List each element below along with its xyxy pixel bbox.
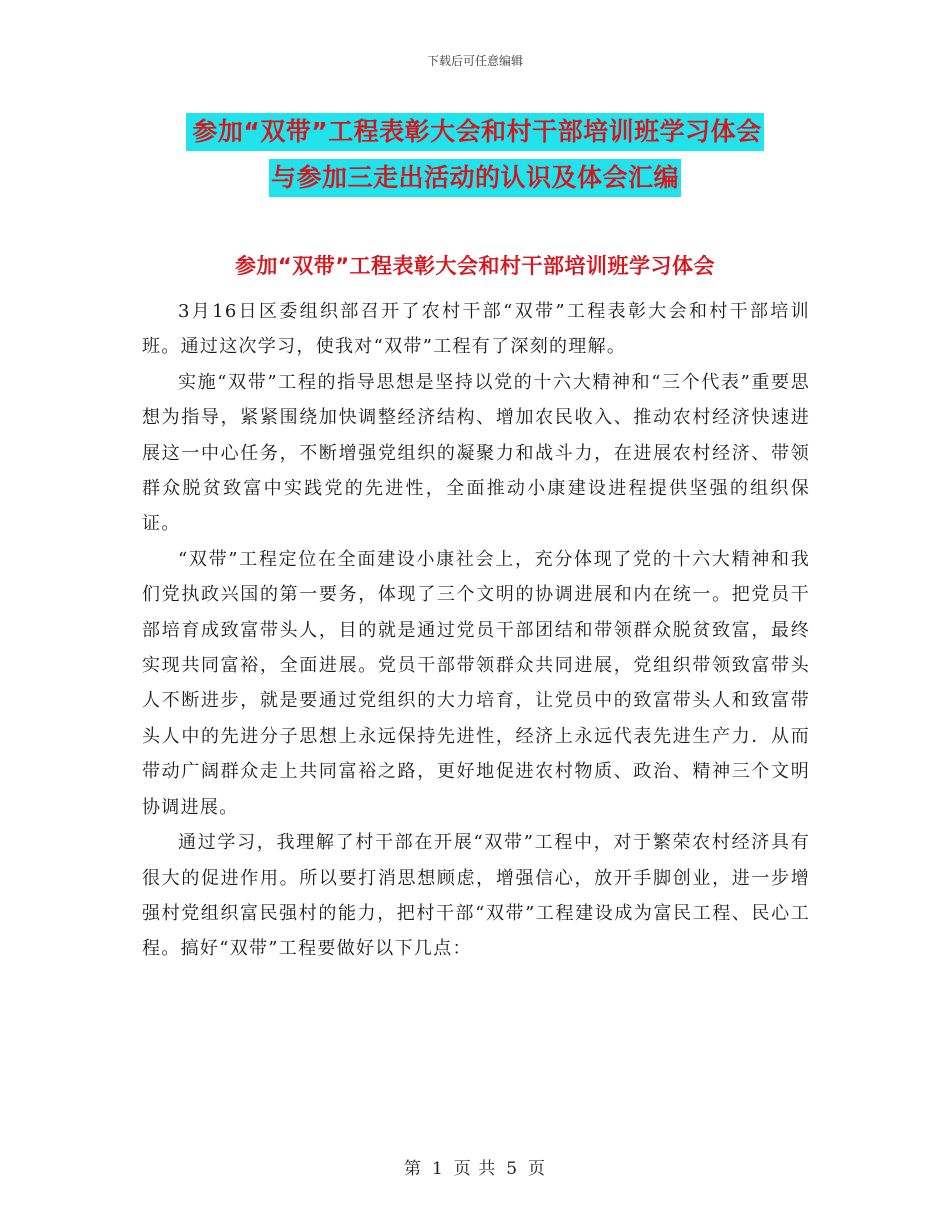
paragraph-2: 实施“双带”工程的指导思想是坚持以党的十六大精神和“三个代表”重要思想为指导，紧紧围绕加快调整经济结构、增加农民收入、推动农村经济快速进展这一中心任务，不断增强党组织的凝聚力和战斗力，在进展农村经济、带领群众脱贫致富中实践党的先进性，全面推动小康建设进程提供坚强的组织保证。 <box>142 371 810 535</box>
page-number-current: 1 <box>431 1159 444 1179</box>
section-title: 参加“双带”工程表彰大会和村干部培训班学习体会 <box>234 254 716 278</box>
page-footer-suffix: 页 <box>528 1159 547 1179</box>
page-number-total: 5 <box>506 1159 519 1179</box>
document-title-line-1 <box>0 112 950 148</box>
page-footer-middle: 页 共 <box>453 1159 497 1179</box>
paragraph-4: 通过学习，我理解了村干部在开展“双带”工程中，对于繁荣农村经济具有很大的促进作用。所以要打消思想顾虑，增强信心，放开手脚创业，进一步增强村党组织富民强村的能力，把村干部“双带”工程建设成为富民工程、民心工程。搞好“双带”工程要做好以下几点： <box>142 832 810 960</box>
paragraph-3: “双带”工程定位在全面建设小康社会上，充分体现了党的十六大精神和我们党执政兴国的第一要务，体现了三个文明的协调进展和内在统一。把党员干部培育成致富带头人，目的就是通过党员干部团结和带领群众脱贫致富，最终实现共同富裕，全面进展。党员干部带领群众共同进展，党组织带领致富带头人不断进步，就是要通过党组织的大力培育，让党员中的致富带头人和致富带头人中的先进分子思想上永远保持先进性，经济上永远代表先进生产力．从而带动广阔群众走上共同富裕之路，更好地促进农村物质、政治、精神三个文明协调进展。 <box>142 548 810 818</box>
page-footer-prefix: 第 <box>403 1159 422 1179</box>
document-body <box>142 294 810 967</box>
document-title-line-1-text: 参加“双带”工程表彰大会和村干部培训班学习体会 <box>186 113 763 151</box>
document-title-line-2-text: 与参加三走出活动的认识及体会汇编 <box>269 159 681 197</box>
page-header-note: 下载后可任意编辑 <box>426 54 523 68</box>
document-title-line-2 <box>0 158 950 194</box>
page-footer <box>0 1154 950 1179</box>
paragraph-1: 3月16日区委组织部召开了农村干部“双带”工程表彰大会和村干部培训班。通过这次学习，使我对“双带”工程有了深刻的理解。 <box>142 301 810 358</box>
